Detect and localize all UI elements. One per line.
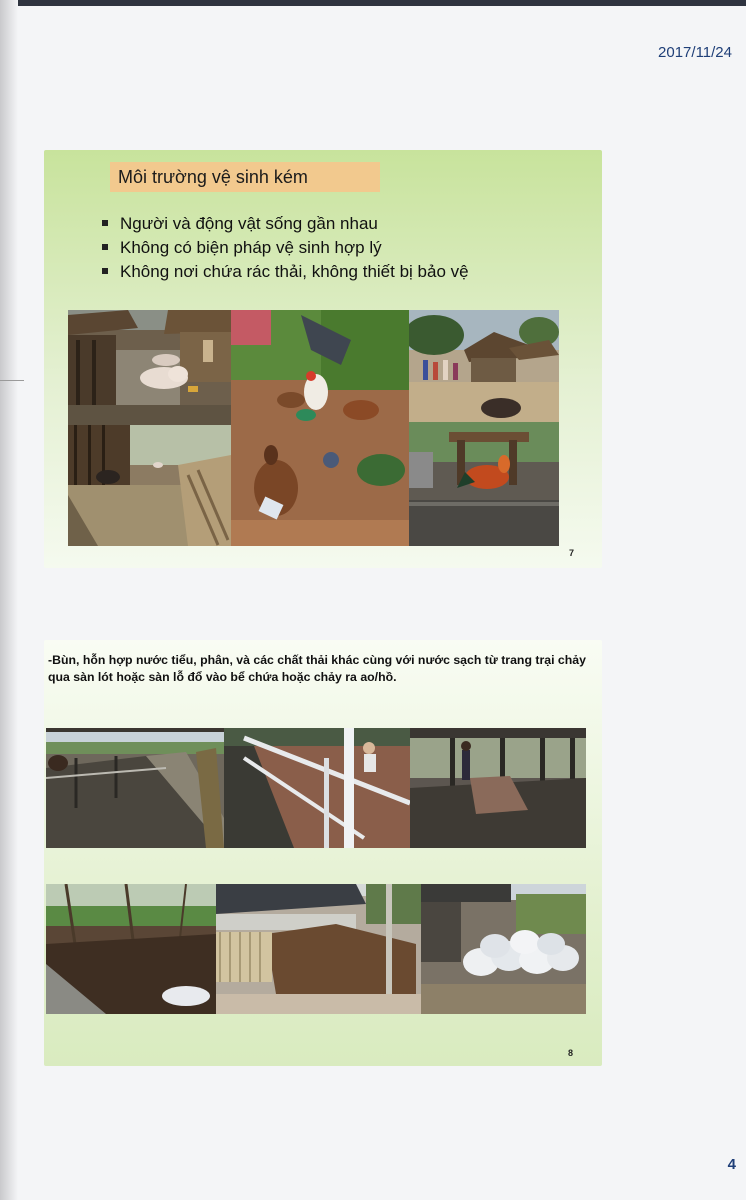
photo-manure-ground [46,884,216,1014]
bullet-item: Không nơi chứa rác thải, không thiết bị bảo vệ [102,260,469,284]
slide-8-number: 8 [568,1048,574,1058]
photo-chickens [231,310,409,546]
photo-railing-channel [224,728,410,848]
page-binding-shadow [0,0,18,1200]
photo-waste-bags [421,884,586,1014]
bullet-item: Người và động vật sống gần nhau [102,212,469,236]
bullet-square-icon [102,244,108,250]
photo-barn-floor [46,728,224,848]
bullet-item: Không có biện pháp vệ sinh hợp lý [102,236,469,260]
photo-rooster-yard [409,422,559,546]
photo-pigs-near-huts [68,310,231,425]
photo-barn-cart [410,728,586,848]
slide-8-text: -Bùn, hỗn hợp nước tiểu, phân, và các chất thải khác cùng với nước sạch từ trang trại chảy qua sàn lót hoặc sàn lỗ đổ vào bể chứa hoặc chảy ra ao/hồ. [48,653,586,684]
top-edge-bar [0,0,746,6]
slide-7-bullet-list [102,212,469,284]
photo-pig-pen [68,425,231,546]
slide-7-heading: Môi trường vệ sinh kém [110,162,380,192]
slide-7 [44,150,602,568]
slide-8 [44,640,602,1066]
photo-village-huts [409,310,559,422]
page-number: 4 [727,1156,736,1173]
bullet-square-icon [102,220,108,226]
slide-7-number: 7 [569,548,575,558]
bullet-square-icon [102,268,108,274]
photo-manure-pile-shed [216,884,421,1014]
page-date: 2017/11/24 [658,44,732,61]
margin-mark [0,380,24,381]
